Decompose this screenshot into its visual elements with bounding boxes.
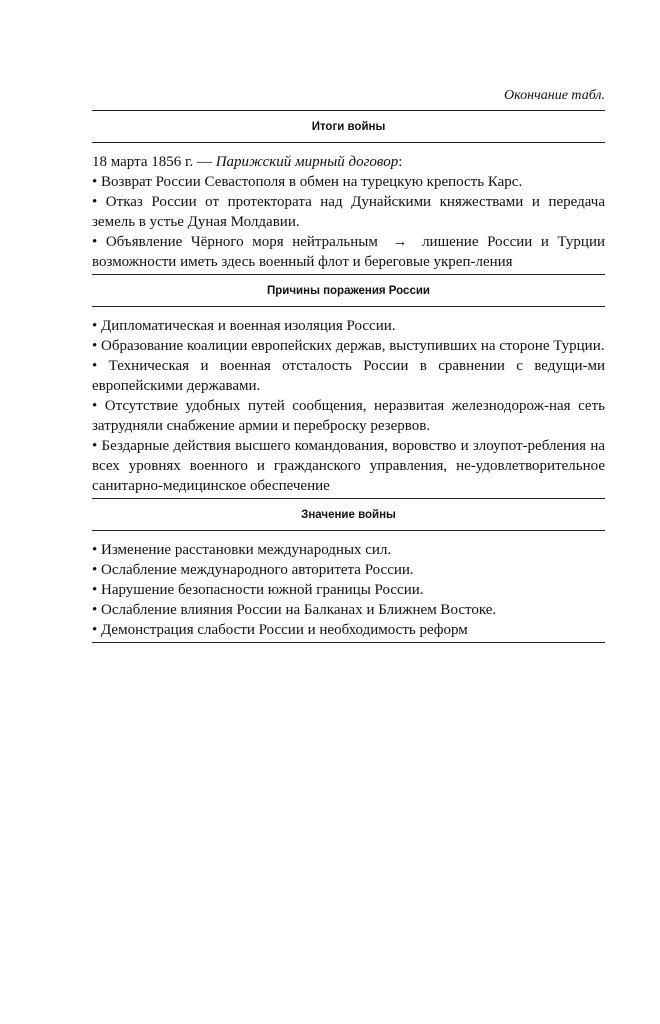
list-item: • Демонстрация слабости России и необходимость реформ	[92, 622, 468, 638]
list-item: • Образование коалиции европейских держав, выступивших на стороне Турции.	[92, 338, 605, 354]
list-item-text: • Объявление Чёрного моря нейтральным	[92, 234, 378, 250]
table-continuation-caption: Окончание табл.	[504, 88, 605, 103]
section-body-results	[92, 143, 605, 274]
list-item: • Техническая и военная отсталость России в сравнении с ведущи-ми европейскими державами.	[92, 358, 605, 394]
list-item: • Нарушение безопасности южной границы России.	[92, 582, 424, 598]
section-body-significance	[92, 531, 605, 642]
arrow-right-icon: →	[392, 234, 408, 250]
list-item: • Отказ России от протектората над Дунайскими княжествами и передача земель в устье Дуная Молдавии.	[92, 194, 605, 230]
treaty-colon: :	[398, 154, 403, 170]
list-item: • Изменение расстановки международных сил.	[92, 542, 392, 558]
list-item	[92, 232, 605, 272]
treaty-name: Парижский мирный договор	[215, 154, 399, 170]
treaty-date: 18 марта 1856 г. —	[92, 154, 212, 170]
section-heading-results: Итоги войны	[311, 121, 386, 133]
table-rule	[92, 642, 605, 643]
list-item: • Дипломатическая и военная изоляция России.	[92, 318, 396, 334]
section-heading-causes: Причины поражения России	[267, 285, 430, 297]
list-item: • Ослабление международного авторитета России.	[92, 562, 414, 578]
list-item-text: лишение России и Турции возможности иметь здесь военный флот и береговые укреп-ления	[92, 234, 606, 270]
section-heading-significance: Значение войны	[301, 509, 396, 521]
treaty-line	[92, 152, 605, 172]
list-item: • Отсутствие удобных путей сообщения, неразвитая железнодорож-ная сеть затрудняли снабжение армии и переброску резервов.	[92, 398, 605, 434]
history-table	[92, 110, 605, 643]
list-item: • Ослабление влияния России на Балканах и Ближнем Востоке.	[92, 602, 497, 618]
list-item: • Бездарные действия высшего командования, воровство и злоупот-ребления на всех уровнях военного и гражданского управления, не-удовлетворительное санитарно-медицинское обеспечение	[92, 438, 605, 494]
section-body-causes	[92, 307, 605, 498]
list-item: • Возврат России Севастополя в обмен на турецкую крепость Карс.	[92, 174, 523, 190]
